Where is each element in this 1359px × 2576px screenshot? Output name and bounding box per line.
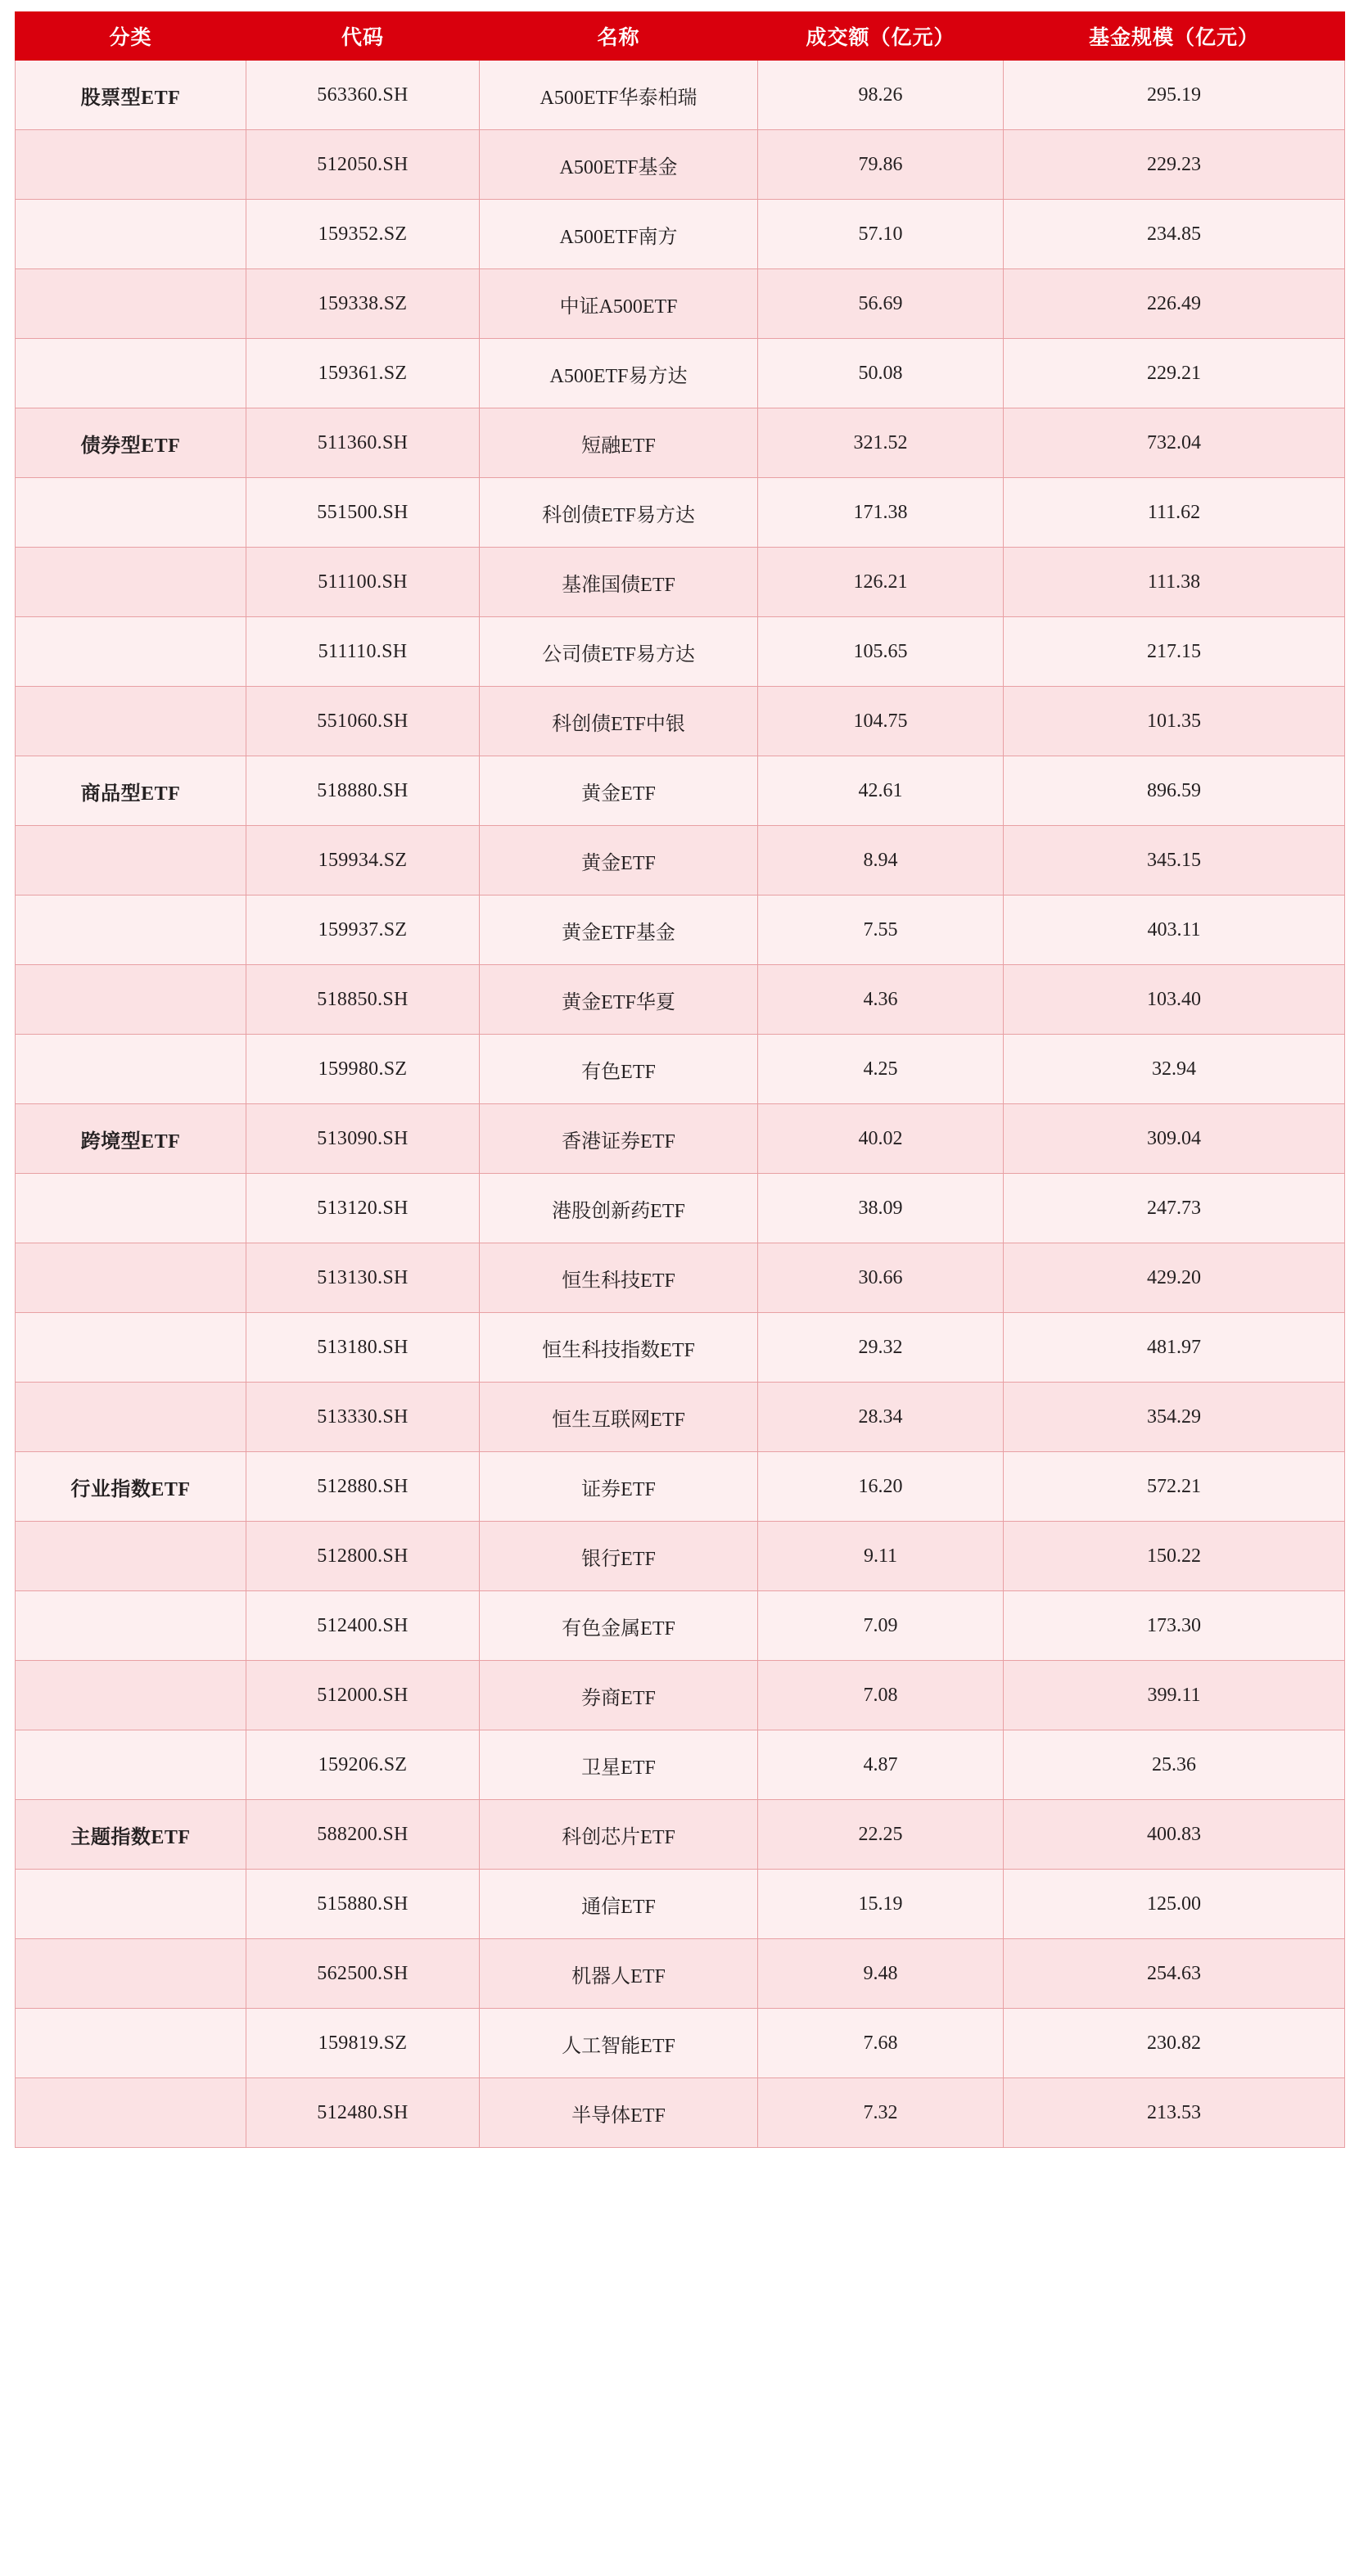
cell-code: 512400.SH bbox=[246, 1591, 480, 1661]
cell-category bbox=[16, 548, 246, 617]
cell-code: 511110.SH bbox=[246, 617, 480, 687]
cell-category bbox=[16, 617, 246, 687]
cell-scale: 572.21 bbox=[1004, 1452, 1345, 1522]
cell-code: 159937.SZ bbox=[246, 896, 480, 965]
cell-scale: 399.11 bbox=[1004, 1661, 1345, 1730]
cell-category: 主题指数ETF bbox=[16, 1800, 246, 1870]
table-header bbox=[16, 12, 1345, 61]
cell-category bbox=[16, 1661, 246, 1730]
cell-code: 512050.SH bbox=[246, 130, 480, 200]
cell-name: 黄金ETF bbox=[480, 756, 758, 826]
cell-code: 159934.SZ bbox=[246, 826, 480, 896]
table-row bbox=[16, 1522, 1345, 1591]
cell-scale: 229.21 bbox=[1004, 339, 1345, 408]
cell-name: 公司债ETF易方达 bbox=[480, 617, 758, 687]
cell-scale: 247.73 bbox=[1004, 1174, 1345, 1243]
cell-turnover: 15.19 bbox=[758, 1870, 1004, 1939]
cell-category: 债券型ETF bbox=[16, 408, 246, 478]
column-header-name: 名称 bbox=[480, 12, 758, 61]
cell-category bbox=[16, 826, 246, 896]
cell-category bbox=[16, 2078, 246, 2148]
table-row bbox=[16, 826, 1345, 896]
cell-turnover: 126.21 bbox=[758, 548, 1004, 617]
cell-code: 588200.SH bbox=[246, 1800, 480, 1870]
cell-scale: 732.04 bbox=[1004, 408, 1345, 478]
cell-category bbox=[16, 130, 246, 200]
cell-code: 513330.SH bbox=[246, 1383, 480, 1452]
cell-category bbox=[16, 965, 246, 1035]
table-row bbox=[16, 1800, 1345, 1870]
cell-scale: 25.36 bbox=[1004, 1730, 1345, 1800]
cell-scale: 173.30 bbox=[1004, 1591, 1345, 1661]
cell-turnover: 9.48 bbox=[758, 1939, 1004, 2009]
cell-turnover: 7.08 bbox=[758, 1661, 1004, 1730]
cell-code: 159206.SZ bbox=[246, 1730, 480, 1800]
cell-turnover: 4.36 bbox=[758, 965, 1004, 1035]
cell-category: 商品型ETF bbox=[16, 756, 246, 826]
table-row bbox=[16, 1939, 1345, 2009]
cell-name: 证券ETF bbox=[480, 1452, 758, 1522]
cell-turnover: 8.94 bbox=[758, 826, 1004, 896]
cell-code: 511360.SH bbox=[246, 408, 480, 478]
cell-name: 黄金ETF基金 bbox=[480, 896, 758, 965]
cell-name: 科创债ETF中银 bbox=[480, 687, 758, 756]
cell-category: 股票型ETF bbox=[16, 61, 246, 130]
cell-name: 科创债ETF易方达 bbox=[480, 478, 758, 548]
cell-scale: 309.04 bbox=[1004, 1104, 1345, 1174]
table-row bbox=[16, 687, 1345, 756]
cell-name: 港股创新药ETF bbox=[480, 1174, 758, 1243]
cell-code: 512480.SH bbox=[246, 2078, 480, 2148]
cell-turnover: 79.86 bbox=[758, 130, 1004, 200]
cell-scale: 481.97 bbox=[1004, 1313, 1345, 1383]
cell-name: A500ETF华泰柏瑞 bbox=[480, 61, 758, 130]
cell-turnover: 171.38 bbox=[758, 478, 1004, 548]
cell-scale: 217.15 bbox=[1004, 617, 1345, 687]
cell-category bbox=[16, 269, 246, 339]
cell-name: 黄金ETF华夏 bbox=[480, 965, 758, 1035]
table-row bbox=[16, 61, 1345, 130]
cell-turnover: 105.65 bbox=[758, 617, 1004, 687]
cell-scale: 101.35 bbox=[1004, 687, 1345, 756]
cell-code: 512800.SH bbox=[246, 1522, 480, 1591]
cell-category bbox=[16, 1313, 246, 1383]
cell-name: 通信ETF bbox=[480, 1870, 758, 1939]
cell-code: 159980.SZ bbox=[246, 1035, 480, 1104]
cell-code: 562500.SH bbox=[246, 1939, 480, 2009]
cell-scale: 226.49 bbox=[1004, 269, 1345, 339]
cell-turnover: 7.32 bbox=[758, 2078, 1004, 2148]
cell-category bbox=[16, 896, 246, 965]
cell-name: 科创芯片ETF bbox=[480, 1800, 758, 1870]
cell-scale: 229.23 bbox=[1004, 130, 1345, 200]
cell-name: 黄金ETF bbox=[480, 826, 758, 896]
table-row bbox=[16, 339, 1345, 408]
table-row bbox=[16, 1591, 1345, 1661]
cell-code: 513120.SH bbox=[246, 1174, 480, 1243]
cell-code: 518880.SH bbox=[246, 756, 480, 826]
table-row bbox=[16, 130, 1345, 200]
cell-name: 半导体ETF bbox=[480, 2078, 758, 2148]
cell-category bbox=[16, 1939, 246, 2009]
cell-category bbox=[16, 1591, 246, 1661]
cell-turnover: 4.87 bbox=[758, 1730, 1004, 1800]
cell-turnover: 57.10 bbox=[758, 200, 1004, 269]
cell-turnover: 7.09 bbox=[758, 1591, 1004, 1661]
cell-category bbox=[16, 200, 246, 269]
table-row bbox=[16, 478, 1345, 548]
cell-turnover: 16.20 bbox=[758, 1452, 1004, 1522]
cell-name: 券商ETF bbox=[480, 1661, 758, 1730]
cell-turnover: 9.11 bbox=[758, 1522, 1004, 1591]
cell-category: 行业指数ETF bbox=[16, 1452, 246, 1522]
cell-name: 卫星ETF bbox=[480, 1730, 758, 1800]
cell-code: 551060.SH bbox=[246, 687, 480, 756]
cell-category bbox=[16, 339, 246, 408]
table-row bbox=[16, 617, 1345, 687]
cell-scale: 150.22 bbox=[1004, 1522, 1345, 1591]
cell-code: 159819.SZ bbox=[246, 2009, 480, 2078]
cell-turnover: 28.34 bbox=[758, 1383, 1004, 1452]
table-row bbox=[16, 1313, 1345, 1383]
cell-code: 159352.SZ bbox=[246, 200, 480, 269]
cell-scale: 354.29 bbox=[1004, 1383, 1345, 1452]
table-row bbox=[16, 548, 1345, 617]
cell-code: 511100.SH bbox=[246, 548, 480, 617]
cell-scale: 213.53 bbox=[1004, 2078, 1345, 2148]
cell-name: 恒生互联网ETF bbox=[480, 1383, 758, 1452]
cell-turnover: 98.26 bbox=[758, 61, 1004, 130]
cell-name: 机器人ETF bbox=[480, 1939, 758, 2009]
cell-code: 515880.SH bbox=[246, 1870, 480, 1939]
cell-name: 短融ETF bbox=[480, 408, 758, 478]
cell-name: A500ETF基金 bbox=[480, 130, 758, 200]
table-body bbox=[16, 61, 1345, 2148]
cell-category bbox=[16, 1870, 246, 1939]
cell-code: 512880.SH bbox=[246, 1452, 480, 1522]
cell-turnover: 56.69 bbox=[758, 269, 1004, 339]
cell-scale: 32.94 bbox=[1004, 1035, 1345, 1104]
column-header-category: 分类 bbox=[16, 12, 246, 61]
cell-code: 159338.SZ bbox=[246, 269, 480, 339]
cell-turnover: 4.25 bbox=[758, 1035, 1004, 1104]
table-row bbox=[16, 1452, 1345, 1522]
column-header-code: 代码 bbox=[246, 12, 480, 61]
cell-turnover: 29.32 bbox=[758, 1313, 1004, 1383]
cell-turnover: 22.25 bbox=[758, 1800, 1004, 1870]
cell-name: 银行ETF bbox=[480, 1522, 758, 1591]
etf-ranking-table bbox=[15, 11, 1345, 2148]
table-row bbox=[16, 1174, 1345, 1243]
cell-turnover: 104.75 bbox=[758, 687, 1004, 756]
table-row bbox=[16, 756, 1345, 826]
cell-scale: 400.83 bbox=[1004, 1800, 1345, 1870]
cell-category bbox=[16, 1035, 246, 1104]
table-header-row bbox=[16, 12, 1345, 61]
table-row bbox=[16, 1383, 1345, 1452]
cell-scale: 896.59 bbox=[1004, 756, 1345, 826]
cell-category bbox=[16, 1243, 246, 1313]
cell-category bbox=[16, 687, 246, 756]
table-row bbox=[16, 1661, 1345, 1730]
cell-turnover: 7.68 bbox=[758, 2009, 1004, 2078]
cell-code: 159361.SZ bbox=[246, 339, 480, 408]
cell-turnover: 42.61 bbox=[758, 756, 1004, 826]
cell-turnover: 50.08 bbox=[758, 339, 1004, 408]
cell-code: 512000.SH bbox=[246, 1661, 480, 1730]
cell-name: A500ETF易方达 bbox=[480, 339, 758, 408]
cell-scale: 103.40 bbox=[1004, 965, 1345, 1035]
table-row bbox=[16, 269, 1345, 339]
cell-code: 551500.SH bbox=[246, 478, 480, 548]
cell-code: 518850.SH bbox=[246, 965, 480, 1035]
cell-name: 有色金属ETF bbox=[480, 1591, 758, 1661]
cell-category bbox=[16, 2009, 246, 2078]
cell-code: 563360.SH bbox=[246, 61, 480, 130]
table-row bbox=[16, 1730, 1345, 1800]
cell-name: 恒生科技ETF bbox=[480, 1243, 758, 1313]
cell-name: 香港证券ETF bbox=[480, 1104, 758, 1174]
table-row bbox=[16, 2078, 1345, 2148]
cell-scale: 403.11 bbox=[1004, 896, 1345, 965]
cell-code: 513090.SH bbox=[246, 1104, 480, 1174]
cell-name: 基准国债ETF bbox=[480, 548, 758, 617]
table-row bbox=[16, 965, 1345, 1035]
cell-scale: 254.63 bbox=[1004, 1939, 1345, 2009]
cell-name: 中证A500ETF bbox=[480, 269, 758, 339]
cell-scale: 295.19 bbox=[1004, 61, 1345, 130]
cell-name: 恒生科技指数ETF bbox=[480, 1313, 758, 1383]
cell-turnover: 40.02 bbox=[758, 1104, 1004, 1174]
cell-category bbox=[16, 1730, 246, 1800]
cell-turnover: 7.55 bbox=[758, 896, 1004, 965]
cell-scale: 234.85 bbox=[1004, 200, 1345, 269]
column-header-turnover: 成交额（亿元） bbox=[758, 12, 1004, 61]
table-row bbox=[16, 1243, 1345, 1313]
cell-scale: 429.20 bbox=[1004, 1243, 1345, 1313]
cell-scale: 111.38 bbox=[1004, 548, 1345, 617]
cell-scale: 111.62 bbox=[1004, 478, 1345, 548]
cell-turnover: 38.09 bbox=[758, 1174, 1004, 1243]
table-row bbox=[16, 1104, 1345, 1174]
cell-scale: 125.00 bbox=[1004, 1870, 1345, 1939]
cell-name: A500ETF南方 bbox=[480, 200, 758, 269]
cell-category bbox=[16, 1522, 246, 1591]
cell-category: 跨境型ETF bbox=[16, 1104, 246, 1174]
cell-turnover: 30.66 bbox=[758, 1243, 1004, 1313]
cell-code: 513180.SH bbox=[246, 1313, 480, 1383]
cell-scale: 230.82 bbox=[1004, 2009, 1345, 2078]
cell-code: 513130.SH bbox=[246, 1243, 480, 1313]
cell-scale: 345.15 bbox=[1004, 826, 1345, 896]
table-row bbox=[16, 896, 1345, 965]
table-row bbox=[16, 408, 1345, 478]
cell-category bbox=[16, 1383, 246, 1452]
cell-name: 有色ETF bbox=[480, 1035, 758, 1104]
cell-category bbox=[16, 478, 246, 548]
cell-name: 人工智能ETF bbox=[480, 2009, 758, 2078]
column-header-scale: 基金规模（亿元） bbox=[1004, 12, 1345, 61]
cell-category bbox=[16, 1174, 246, 1243]
table-row bbox=[16, 1870, 1345, 1939]
table-row bbox=[16, 1035, 1345, 1104]
table-row bbox=[16, 200, 1345, 269]
table-row bbox=[16, 2009, 1345, 2078]
cell-turnover: 321.52 bbox=[758, 408, 1004, 478]
